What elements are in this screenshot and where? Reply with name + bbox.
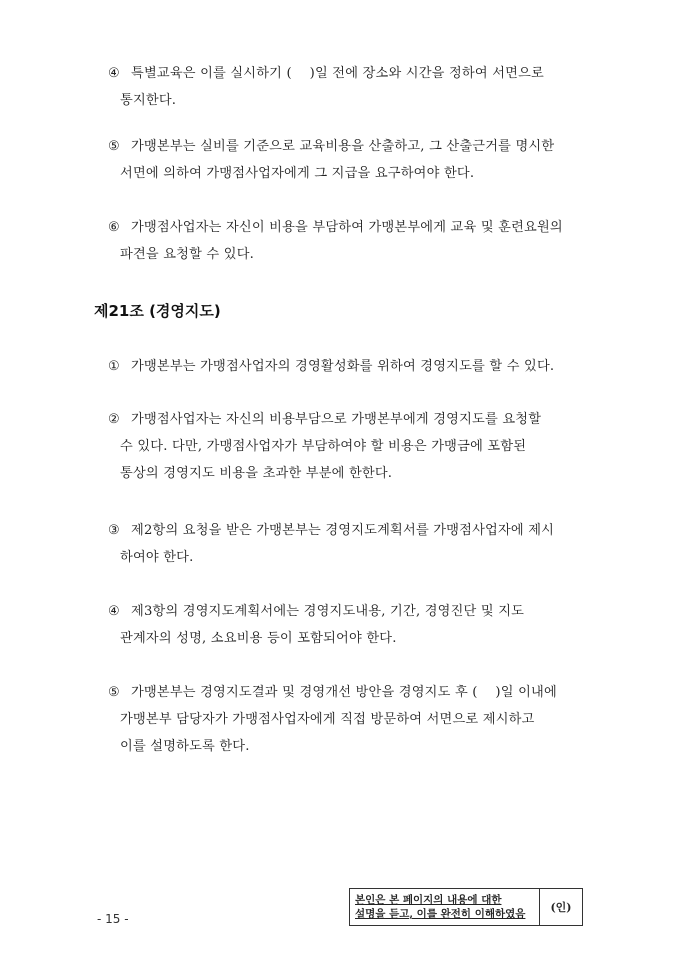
clause-line: 이를 설명하도록 한다.: [120, 739, 250, 754]
clause-line: 가맹본부는 실비를 기준으로 교육비용을 산출하고, 그 산출근거를 명시한: [131, 139, 555, 154]
page-number: - 15 -: [97, 912, 129, 926]
section-title: 제21조 (경영지도): [94, 302, 221, 320]
clause-number: ③: [108, 523, 121, 538]
clause-number: ⑤: [108, 139, 121, 154]
clause-line: 가맹점사업자는 자신의 비용부담으로 가맹본부에게 경영지도를 요청할: [131, 412, 542, 427]
clause-number: ⑥: [108, 220, 121, 235]
confirmation-line: 본인은 본 페이지의 내용에 대한: [355, 894, 502, 906]
clause-number: ④: [108, 604, 121, 619]
clause-number: ④: [108, 66, 121, 81]
clause-number: ②: [108, 412, 121, 427]
clause-line: 수 있다. 다만, 가맹점사업자가 부담하여야 할 비용은 가맹금에 포함된: [120, 439, 527, 454]
clause-number: ⑤: [108, 685, 121, 700]
clause-line: 특별교육은 이를 실시하기 ( )일 전에 장소와 시간을 정하여 서면으로: [131, 66, 544, 81]
clause-item-5: [108, 133, 584, 187]
clause-item-4: [108, 60, 584, 114]
clause-line: 가맹점사업자는 자신이 비용을 부담하여 가맹본부에게 교육 및 훈련요원의: [131, 220, 563, 235]
confirmation-line: 설명을 듣고, 이를 완전히 이해하였음: [355, 908, 526, 920]
clause-line: 통상의 경영지도 비용을 초과한 부분에 한한다.: [120, 466, 393, 481]
clause-line: 서면에 의하여 가맹점사업자에게 그 지급을 요구하여야 한다.: [120, 166, 475, 181]
clause-number: ①: [108, 359, 121, 374]
clause-line: 파견을 요청할 수 있다.: [120, 247, 255, 262]
clause-item-5b: [108, 679, 584, 760]
confirmation-box: [349, 888, 583, 926]
clause-line: 가맹본부는 가맹점사업자의 경영활성화를 위하여 경영지도를 할 수 있다.: [131, 359, 555, 374]
clause-item-6: [108, 214, 584, 268]
confirmation-text: [350, 889, 540, 925]
clause-item-4b: [108, 598, 584, 652]
clause-line: 관계자의 성명, 소요비용 등이 포함되어야 한다.: [120, 631, 397, 646]
clause-item-3: [108, 517, 584, 571]
clause-item-1: [108, 353, 584, 380]
seal-signature-field[interactable]: (인): [550, 901, 572, 914]
clause-line: 가맹본부는 경영지도결과 및 경영개선 방안을 경영지도 후 ( )일 이내에: [131, 685, 557, 700]
clause-item-2: [108, 406, 584, 487]
clause-line: 제3항의 경영지도계획서에는 경영지도내용, 기간, 경영진단 및 지도: [131, 604, 525, 619]
clause-line: 제2항의 요청을 받은 가맹본부는 경영지도계획서를 가맹점사업자에 제시: [131, 523, 555, 538]
clause-line: 가맹본부 담당자가 가맹점사업자에게 직접 방문하여 서면으로 제시하고: [120, 712, 535, 727]
clause-line: 통지한다.: [120, 93, 177, 108]
clause-line: 하여야 한다.: [120, 550, 194, 565]
